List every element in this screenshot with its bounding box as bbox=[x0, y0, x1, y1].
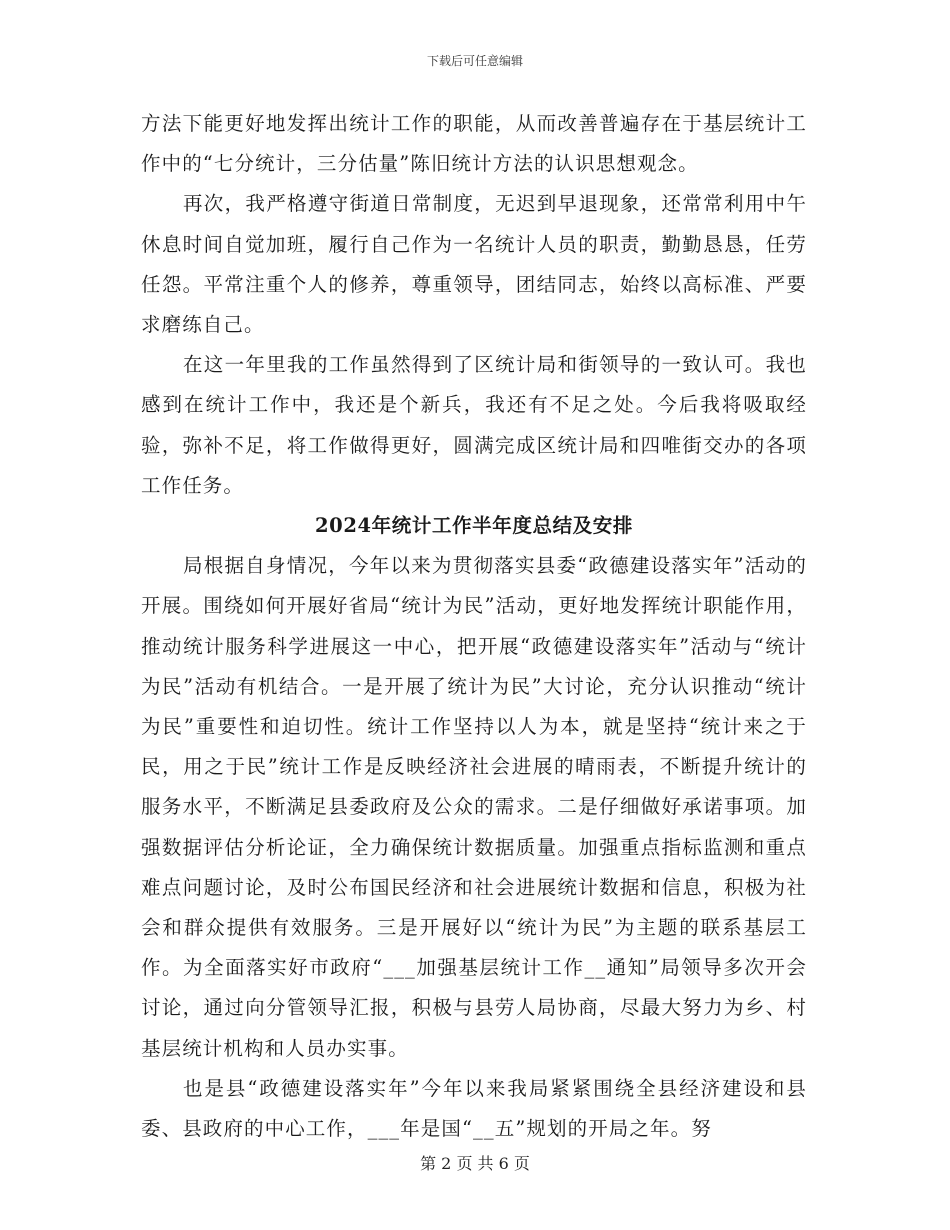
paragraph-3: 在这一年里我的工作虽然得到了区统计局和街领导的一致认可。我也感到在统计工作中，我还是个新兵，我还有不足之处。今后我将吸取经验，弥补不足，将工作做得更好，圆满完成区统计局和四唯街交办的各项工作任务。 bbox=[141, 353, 807, 497]
page-header: 下载后可任意编辑 bbox=[426, 54, 523, 68]
document-body bbox=[141, 104, 807, 1149]
section-title: 2024年统计工作半年度总结及安排 bbox=[315, 514, 633, 538]
page-number: 第 2 页 共 6 页 bbox=[420, 1154, 530, 1173]
paragraph-4: 局根据自身情况，今年以来为贯彻落实县委“政德建设落实年”活动的开展。围绕如何开展好省局“统计为民”活动，更好地发挥统计职能作用，推动统计服务科学进展这一中心，把开展“政德建设落实年”活动与“统计为民”活动有机结合。一是开展了统计为民”大讨论，充分认识推动“统计为民”重要性和迫切性。统计工作坚持以人为本，就是坚持“统计来之于民，用之于民”统计工作是反映经济社会进展的晴雨表，不断提升统计的服务水平，不断满足县委政府及公众的需求。二是仔细做好承诺事项。加强数据评估分析论证，全力确保统计数据质量。加强重点指标监测和重点难点问题讨论，及时公布国民经济和社会进展统计数据和信息，积极为社会和群众提供有效服务。三是开展好以“统计为民”为主题的联系基层工作。为全面落实好市政府“___加强基层统计工作__通知”局领导多次开会讨论，通过向分管领导汇报，积极与县劳人局协商，尽最大努力为乡、村基层统计机构和人员办实事。 bbox=[141, 554, 807, 1060]
paragraph-1: 方法下能更好地发挥出统计工作的职能，从而改善普遍存在于基层统计工作中的“七分统计，三分估量”陈旧统计方法的认识思想观念。 bbox=[141, 112, 807, 176]
paragraph-5: 也是县“政德建设落实年”今年以来我局紧紧围绕全县经济建设和县委、县政府的中心工作，___年是国“__五”规划的开局之年。努 bbox=[141, 1076, 807, 1141]
paragraph-2: 再次，我严格遵守街道日常制度，无迟到早退现象，还常常利用中午休息时间自觉加班，履行自己作为一名统计人员的职责，勤勤恳恳，任劳任怨。平常注重个人的修养，尊重领导，团结同志，始终以高标准、严要求磨练自己。 bbox=[141, 192, 807, 337]
